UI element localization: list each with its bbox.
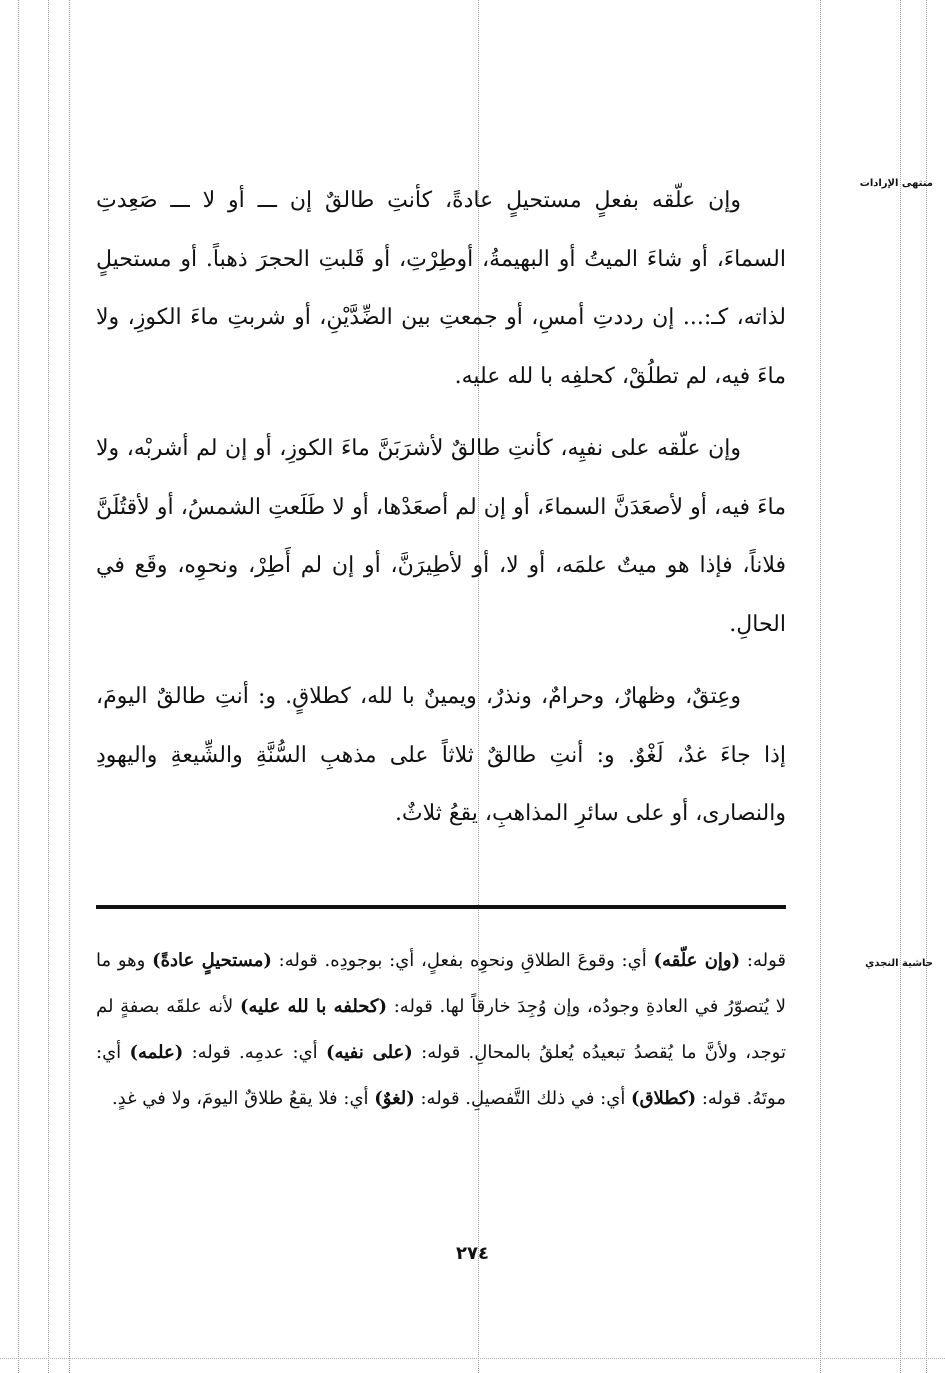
commentary-block [96, 938, 786, 1122]
guide-line [48, 0, 49, 1373]
commentary-headword: (علمه) [129, 1042, 184, 1063]
commentary-text: قوله: [740, 950, 786, 971]
commentary-paragraph [96, 938, 786, 1122]
commentary-text: أي: وقوعَ الطلاقِ ونحوِه بفعلٍ، أي: بوجودِه. قوله: [271, 950, 654, 971]
guide-line [900, 0, 901, 1373]
commentary-text: أي: في ذلك التَّفصيلِ. قوله: [414, 1088, 632, 1109]
commentary-headword: (وإن علّقه) [653, 950, 741, 971]
commentary-headword: (مستحيلٍ عادةً) [152, 950, 272, 971]
main-text [96, 172, 786, 844]
guide-line [69, 0, 70, 1373]
guide-line [0, 1358, 945, 1359]
main-paragraph: وعِتقٌ، وظهارٌ، وحرامٌ، ونذرٌ، ويمينٌ با لله، كطلاقٍ. و: أنتِ طالقٌ اليومَ، إذا جاءَ غدٌ، لَغْوٌ. و: أنتِ طالقٌ ثلاثاً على مذهبِ السُّنَّةِ والشِّيعةِ واليهودِ والنصارى، أو على سائرِ المذاهبِ، يقعُ ثلاثٌ. [96, 684, 786, 826]
main-paragraph: وإن علّقه على نفيِه، كأنتِ طالقٌ لأشرَبَنَّ ماءَ الكوزِ، أو إن لم أشربْه، ولا ماءَ فيه، أو لأصعَدَنَّ السماءَ، أو إن لم أصعَدْها، أو لا طَلَعتِ الشمسُ، أو لأقتُلَنَّ فلاناً، فإذا هو ميتٌ علمَه، أو لا، أو لأطِيرَنَّ، أو إن لم أَطِرْ، ونحوِه، وقَع في الحالِ. [96, 436, 786, 637]
commentary-text: أي: موتَهُ. قوله: [96, 1042, 786, 1109]
commentary-headword: (كحلفه با لله عليه) [240, 996, 388, 1017]
commentary-headword: (لغوٌ) [374, 1088, 415, 1109]
commentary-headword: (كطلاق) [631, 1088, 697, 1109]
commentary-text: أي: فلا يقعُ طلاقٌ اليومَ، ولا في غدٍ. [111, 1088, 375, 1109]
guide-line [18, 0, 19, 1373]
guide-line [820, 0, 821, 1373]
main-paragraph: وإن علّقه بفعلٍ مستحيلٍ عادةً، كأنتِ طالقٌ إن ـــ أو لا ـــ صَعِدتِ السماءَ، أو شاءَ الميتُ أو البهيمةُ، أوطِرْتِ، أو قَلبتِ الحجرَ ذهباً. أو مستحيلٍ لذاته، كـ:... إن رددتِ أمسِ، أو جمعتِ بين الضِّدَّيْنِ، أو شربتِ ماءَ الكوزِ، ولا ماءَ فيه، لم تطلُقْ، كحلفِه با لله عليه. [96, 188, 786, 389]
side-label-commentary: حاشية النجدي [865, 958, 933, 969]
commentary-text: وهو ما لا يُتصوّرُ في العادةِ وجودُه، وإن وُجِدَ خارقاً لها. قوله: [96, 950, 787, 1017]
commentary-text: أي: عدمِه. قوله: [183, 1042, 327, 1063]
guide-line [926, 0, 927, 1373]
commentary-headword: (على نفيه) [326, 1042, 413, 1063]
side-label-book: منتهى الإرادات [859, 178, 933, 189]
commentary-text: لأنه علقَه بصفةٍ لم توجد، ولأنَّ ما يُقصدُ تبعيدُه يُعلقُ بالمحالِ. قوله: [96, 996, 786, 1063]
footnote-divider [96, 905, 786, 909]
page-number: ٢٧٤ [456, 1243, 489, 1264]
